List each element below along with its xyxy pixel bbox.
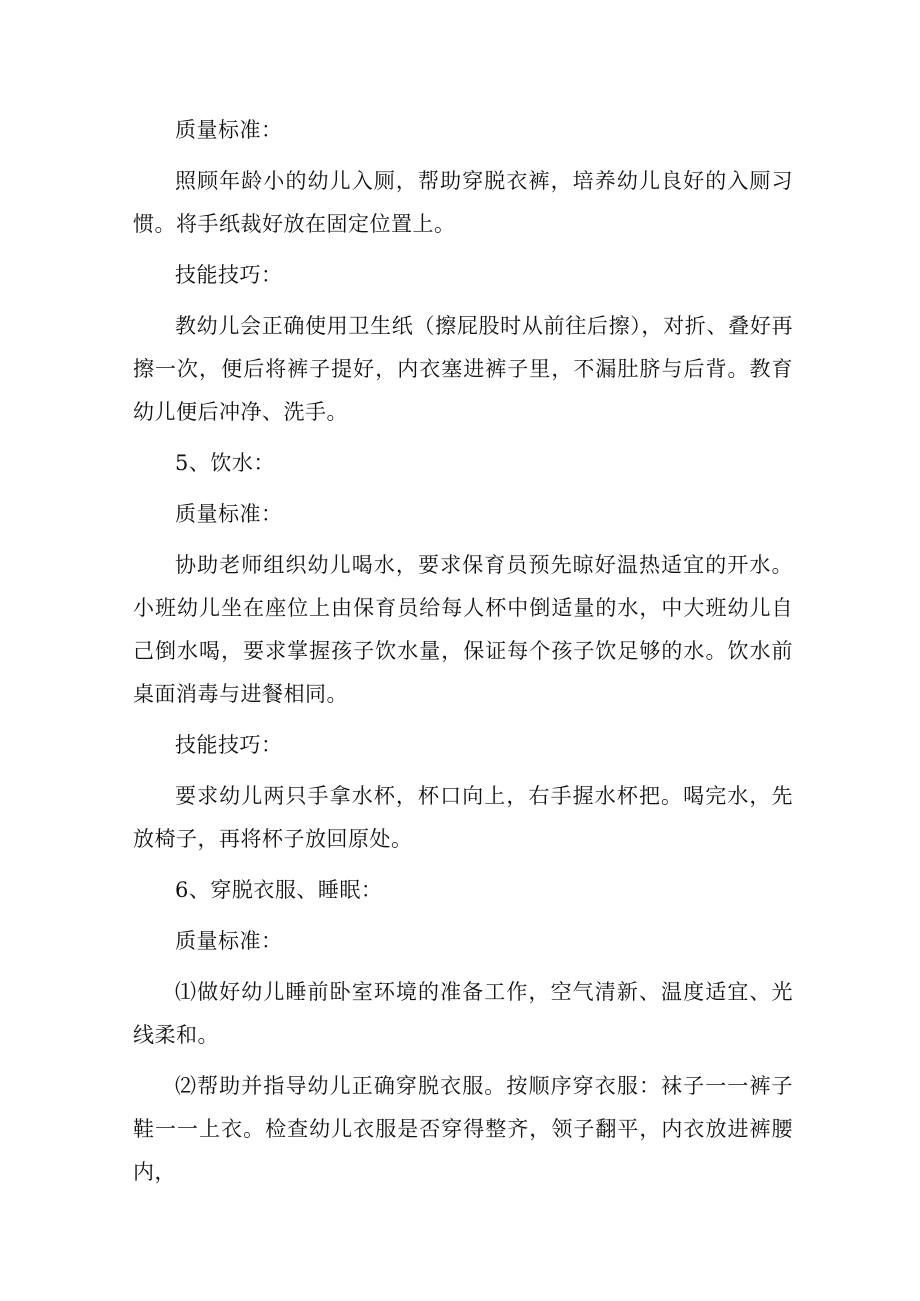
toilet-quality-paragraph: 照顾年龄小的幼儿入厕，帮助穿脱衣裤，培养幼儿良好的入厕习惯。将手纸裁好放在固定位置上。 (133, 169, 793, 236)
skills-heading: 技能技巧： (175, 733, 283, 757)
quality-standard-heading: 质量标准： (175, 502, 283, 526)
sleep-item-1-paragraph: ⑴做好幼儿睡前卧室环境的准备工作，空气清新、温度适宜、光线柔和。 (133, 980, 793, 1047)
document-body (133, 109, 793, 1194)
water-skills-paragraph: 要求幼儿两只手拿水杯，杯口向上，右手握水杯把。喝完水，先放椅子，再将杯子放回原处。 (133, 784, 793, 851)
quality-standard-heading: 质量标准： (175, 118, 283, 142)
sleep-item-2-paragraph: ⑵帮助并指导幼儿正确穿脱衣服。按顺序穿衣服：袜子一一裤子鞋一一上衣。检查幼儿衣服是否穿得整齐，领子翻平，内衣放进裤腰内， (133, 1074, 793, 1184)
section-6-heading: 6、穿脱衣服、睡眠： (175, 878, 383, 902)
water-quality-paragraph: 协助老师组织幼儿喝水，要求保育员预先晾好温热适宜的开水。小班幼儿坐在座位上由保育员给每人杯中倒适量的水，中大班幼儿自己倒水喝，要求掌握孩子饮水量，保证每个孩子饮足够的水。饮水前桌面消毒与进餐相同。 (133, 553, 793, 706)
quality-standard-heading: 质量标准： (175, 929, 283, 953)
skills-heading: 技能技巧： (175, 263, 283, 287)
toilet-skills-paragraph: 教幼儿会正确使用卫生纸（擦屁股时从前往后擦），对折、叠好再擦一次，便后将裤子提好，内衣塞进裤子里，不漏肚脐与后背。教育幼儿便后冲净、洗手。 (133, 314, 793, 424)
section-5-heading: 5、饮水： (175, 451, 275, 475)
